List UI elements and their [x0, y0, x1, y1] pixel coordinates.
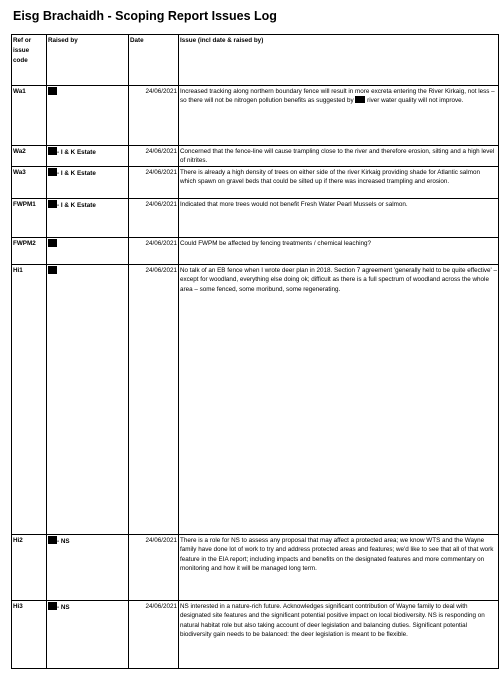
- row-ref: Hi2: [12, 535, 47, 601]
- document-title: Eisg Brachaidh - Scoping Report Issues Log: [13, 9, 277, 23]
- table-row: [12, 146, 499, 167]
- row-ref: Hi1: [12, 265, 47, 535]
- redaction-block: [48, 200, 57, 208]
- table-row: [12, 601, 499, 669]
- row-ref: FWPM2: [12, 238, 47, 265]
- header-issue: Issue (incl date & raised by): [179, 35, 499, 86]
- table-row: [12, 265, 499, 535]
- row-date: 24/06/2021: [129, 167, 179, 199]
- header-date: Date: [129, 35, 179, 86]
- row-ref: FWPM1: [12, 199, 47, 238]
- row-issue: Concerned that the fence-line will cause trampling close to the river and therefore erosion, silting and a high level of nitrites.: [179, 146, 499, 167]
- row-date: 24/06/2021: [129, 86, 179, 146]
- row-issue: Indicated that more trees would not benefit Fresh Water Pearl Mussels or salmon.: [179, 199, 499, 238]
- row-raised-by: [47, 265, 129, 535]
- row-date: 24/06/2021: [129, 146, 179, 167]
- table-header-row: [12, 35, 499, 86]
- row-raised-by: - I & K Estate: [47, 146, 129, 167]
- redaction-block: [48, 536, 57, 544]
- table-row: [12, 86, 499, 146]
- redaction-block: [48, 602, 57, 610]
- table-row: [12, 535, 499, 601]
- table-row: [12, 167, 499, 199]
- redaction-block: [48, 87, 57, 95]
- row-issue: Increased tracking along northern boundary fence will result in more excreta entering the River Kirkaig, not less – so there will not be nitrogen pollution benefits as suggested by river water quality will not improve.: [179, 86, 499, 146]
- row-ref: Wa2: [12, 146, 47, 167]
- row-ref: Hi3: [12, 601, 47, 669]
- issues-log-table: [11, 34, 499, 669]
- row-issue: No talk of an EB fence when I wrote deer plan in 2018. Section 7 agreement 'generally held to be quite effective' – except for woodland, everything else doing ok; difficult as there is a full spectrum of woodland across the whole area – some fenced, some moribund, some regenerating.: [179, 265, 499, 535]
- row-issue: Could FWPM be affected by fencing treatments / chemical leaching?: [179, 238, 499, 265]
- row-issue: There is a role for NS to assess any proposal that may affect a protected area; we know WTS and the Wayne family have done lot of work to try and address protected areas and features; we'd like to see that all of that work feature in the EIA report; including impacts and benefits on the designated features and more commentary on monitoring and how it will be managed long term.: [179, 535, 499, 601]
- redaction-block: [48, 147, 57, 155]
- row-raised-by: - NS: [47, 535, 129, 601]
- row-date: 24/06/2021: [129, 265, 179, 535]
- header-raised-by: Raised by: [47, 35, 129, 86]
- redaction-block: [355, 96, 365, 103]
- row-raised-by: [47, 238, 129, 265]
- row-raised-by: - NS: [47, 601, 129, 669]
- redaction-block: [48, 168, 57, 176]
- redaction-block: [48, 266, 57, 274]
- row-ref: Wa1: [12, 86, 47, 146]
- header-ref: Ref or issue code: [12, 35, 47, 86]
- table-row: [12, 199, 499, 238]
- row-date: 24/06/2021: [129, 535, 179, 601]
- row-raised-by: - I & K Estate: [47, 199, 129, 238]
- row-raised-by: - I & K Estate: [47, 167, 129, 199]
- row-raised-by: [47, 86, 129, 146]
- row-issue: There is already a high density of trees on either side of the river Kirkaig providing shade for Atlantic salmon which spawn on gravel beds that could be silted up if there was increased trampling and erosion.: [179, 167, 499, 199]
- row-issue: NS interested in a nature-rich future. Acknowledges significant contribution of Wayne family to deal with designated site features and the significant potential positive impact on local biodiversity. NS is responding on natural habitat role but also taking account of deer legislation and balancing duties. Significant potential biodiversity gain needs to be balanced: the deer legislation is meant to be flexible.: [179, 601, 499, 669]
- redaction-block: [48, 239, 57, 247]
- row-ref: Wa3: [12, 167, 47, 199]
- row-date: 24/06/2021: [129, 601, 179, 669]
- row-date: 24/06/2021: [129, 199, 179, 238]
- table-row: [12, 238, 499, 265]
- row-date: 24/06/2021: [129, 238, 179, 265]
